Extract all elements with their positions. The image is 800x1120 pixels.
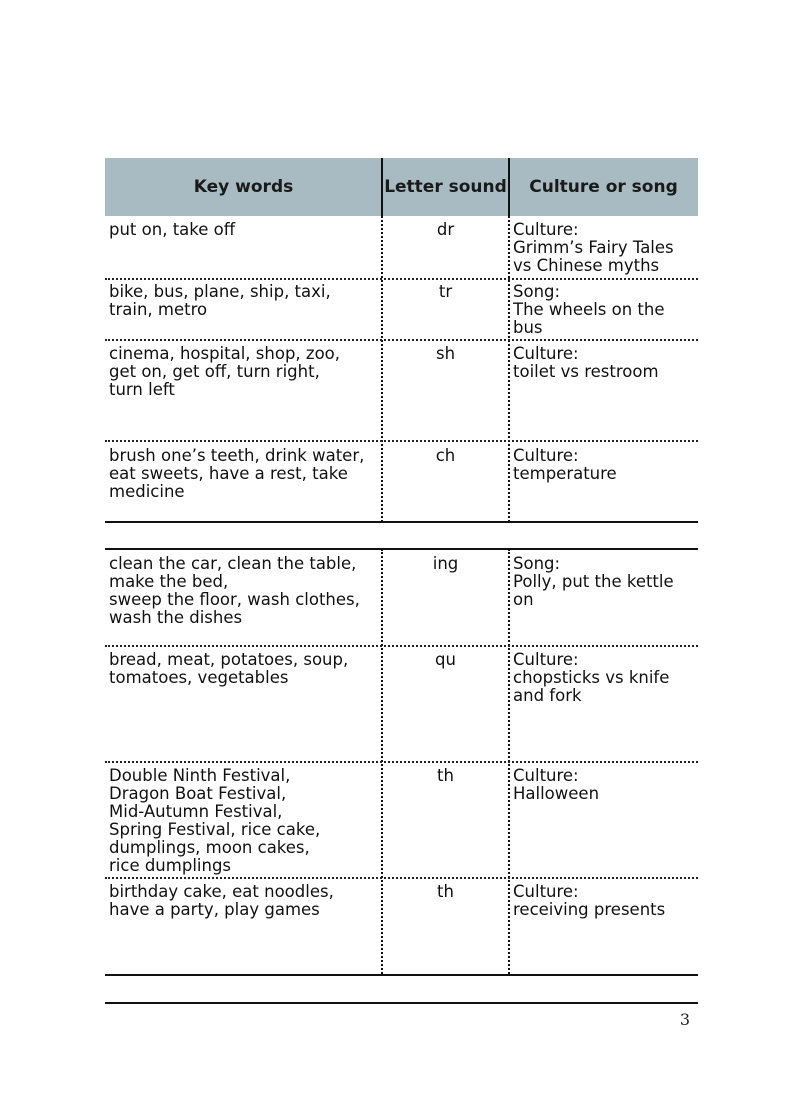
row-separator xyxy=(105,877,698,879)
row-1-key-words: put on, take off xyxy=(109,220,236,239)
row-7-key-words: Double Ninth Festival, Dragon Boat Festival, Mid-Autumn Festival, Spring Festival, rice cake, dumplings, moon cakes, rice dumplings xyxy=(109,766,321,875)
row-3-key-words: cinema, hospital, shop, zoo, get on, get off, turn right, turn left xyxy=(109,344,341,399)
row-separator xyxy=(105,440,698,442)
row-2-key-words: bike, bus, plane, ship, taxi, train, metro xyxy=(109,282,331,319)
row-2-letter-sound: tr xyxy=(438,282,453,301)
column-divider-1-section-1 xyxy=(381,216,383,522)
row-separator xyxy=(105,339,698,341)
header-key-words: Key words xyxy=(193,177,294,197)
row-3-culture-or-song: Culture: toilet vs restroom xyxy=(513,344,659,381)
header-culture-or-song: Culture or song xyxy=(529,177,678,197)
header-divider-2 xyxy=(508,158,510,216)
row-5-letter-sound: ing xyxy=(432,554,459,573)
page-bottom-rule xyxy=(105,1002,698,1004)
row-8-culture-or-song: Culture: receiving presents xyxy=(513,882,666,919)
row-5-culture-or-song: Song: Polly, put the kettle on xyxy=(513,554,674,609)
header-divider-1 xyxy=(381,158,383,216)
section-2-top-rule xyxy=(105,548,698,550)
row-8-key-words: birthday cake, eat noodles, have a party, play games xyxy=(109,882,334,919)
row-2-culture-or-song: Song: The wheels on the bus xyxy=(513,282,665,337)
row-6-letter-sound: qu xyxy=(435,650,456,669)
section-2-bottom-rule xyxy=(105,974,698,976)
page-number: 3 xyxy=(679,1010,690,1029)
row-1-culture-or-song: Culture: Grimm’s Fairy Tales vs Chinese myths xyxy=(513,220,674,275)
row-6-culture-or-song: Culture: chopsticks vs knife and fork xyxy=(513,650,670,705)
row-7-letter-sound: th xyxy=(437,766,454,785)
column-divider-2-section-1 xyxy=(508,216,510,522)
row-7-culture-or-song: Culture: Halloween xyxy=(513,766,600,803)
row-8-letter-sound: th xyxy=(437,882,454,901)
row-4-culture-or-song: Culture: temperature xyxy=(513,446,617,483)
header-letter-sound: Letter sound xyxy=(384,177,507,197)
section-1-bottom-rule xyxy=(105,521,698,523)
row-separator xyxy=(105,645,698,647)
row-separator xyxy=(105,278,698,280)
row-3-letter-sound: sh xyxy=(435,344,456,363)
row-4-key-words: brush one’s teeth, drink water, eat sweets, have a rest, take medicine xyxy=(109,446,365,501)
row-4-letter-sound: ch xyxy=(435,446,456,465)
row-5-key-words: clean the car, clean the table, make the bed, sweep the floor, wash clothes, wash the dishes xyxy=(109,554,360,627)
row-6-key-words: bread, meat, potatoes, soup, tomatoes, vegetables xyxy=(109,650,349,687)
row-separator xyxy=(105,761,698,763)
table-header xyxy=(105,158,698,216)
row-1-letter-sound: dr xyxy=(436,220,455,239)
